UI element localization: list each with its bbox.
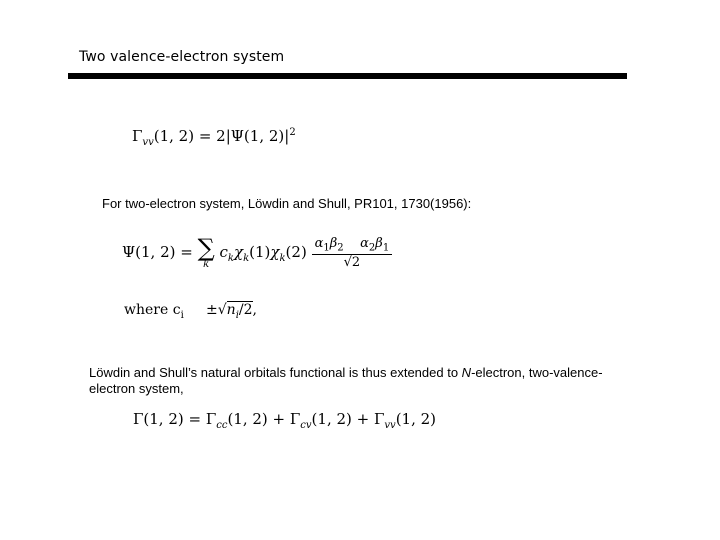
title-rule <box>68 73 627 79</box>
summation-symbol: ∑ k <box>197 234 215 270</box>
spin-fraction: $\frac{\alpha_1\beta_2 \alpha_2\beta_1}{√2}$ <box>312 236 393 270</box>
equation-gamma-total: Γ(1, $2) = \Gamma_{cc}(1$, $2) + \Gamma_{cv}(1$, $2) + \Gamma_{vv}(1$, 2) <box>133 410 437 431</box>
equation-psi-expansion: Ψ(1, 2) = ∑ k $c_k\chi_k(1)\chi_k(2)$ $\frac{\alpha_1\beta_2 \alpha_2\beta_1}{√2}$ <box>122 236 392 270</box>
equation-gamma-vv: $\Gamma_{vv}(1$, 2) = 2|Ψ(1, $2)|^2$ <box>132 127 296 148</box>
intro-text: For two-electron system, Löwdin and Shull, PR101, 1730(1956): <box>102 196 472 211</box>
slide-title: Two valence-electron system <box>79 49 285 65</box>
extension-text: Löwdin and Shull’s natural orbitals functional is thus extended to N-electron, two-valence-electron system, <box>89 365 603 396</box>
coefficient-definition: where $c_i$ $\pm√n_i/2$, <box>124 302 257 321</box>
